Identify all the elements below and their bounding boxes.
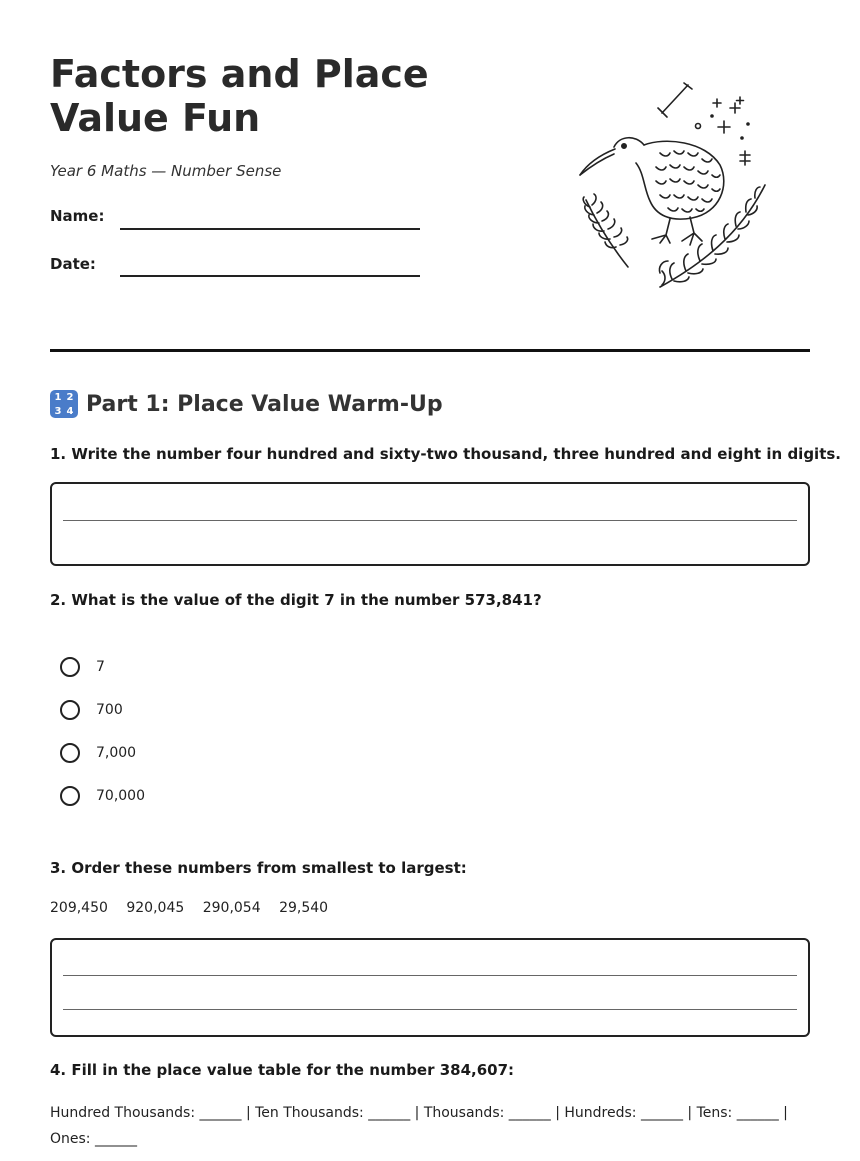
- name-label: Name:: [50, 207, 105, 225]
- numbers-to-order: [50, 900, 342, 916]
- radio-button[interactable]: [60, 700, 80, 720]
- header-divider: [50, 349, 810, 352]
- kiwi-illustration-icon: [570, 75, 780, 295]
- answer-line: [63, 975, 797, 976]
- name-field[interactable]: [120, 228, 420, 230]
- option-70000[interactable]: [60, 783, 145, 809]
- place-value-fill-in[interactable]: Hundred Thousands: ______ | Ten Thousands: ______ | Thousands: ______ | Hundreds: ______ | Tens: ______ | Ones: ______: [50, 1105, 788, 1147]
- option-7[interactable]: [60, 654, 105, 680]
- date-label: Date:: [50, 255, 96, 273]
- question-3: 3. Order these numbers from smallest to largest:: [50, 859, 467, 877]
- option-700[interactable]: [60, 697, 123, 723]
- section-heading-part-1: [50, 388, 443, 420]
- icon-digit: 4: [66, 406, 74, 417]
- answer-line: [63, 1009, 797, 1010]
- question-4: 4. Fill in the place value table for the number 384,607:: [50, 1061, 515, 1079]
- answer-box-q1[interactable]: [50, 482, 810, 566]
- question-1: 1. Write the number four hundred and sixty-two thousand, three hundred and eight in digits.: [50, 445, 841, 463]
- numbers-keycap-icon: [50, 390, 78, 418]
- radio-button[interactable]: [60, 657, 80, 677]
- worksheet-title: Factors and Place Value Fun: [50, 52, 429, 140]
- section-heading-text: Part 1: Place Value Warm-Up: [86, 391, 443, 417]
- icon-digit: 3: [54, 406, 62, 417]
- icon-digit: 2: [66, 392, 74, 403]
- option-label: 700: [96, 702, 123, 718]
- worksheet-subtitle: Year 6 Maths — Number Sense: [50, 162, 282, 180]
- number-item: 209,450: [50, 900, 108, 916]
- answer-box-q3[interactable]: [50, 938, 810, 1037]
- answer-line: [63, 520, 797, 521]
- question-2: 2. What is the value of the digit 7 in the number 573,841?: [50, 591, 542, 609]
- option-label: 70,000: [96, 788, 145, 804]
- icon-digit: 1: [54, 392, 62, 403]
- option-label: 7,000: [96, 745, 137, 761]
- radio-button[interactable]: [60, 786, 80, 806]
- number-item: 29,540: [279, 900, 329, 916]
- date-field[interactable]: [120, 275, 420, 277]
- radio-button[interactable]: [60, 743, 80, 763]
- option-label: 7: [96, 659, 105, 675]
- number-item: 290,054: [202, 900, 261, 916]
- option-7000[interactable]: [60, 740, 136, 766]
- number-item: 920,045: [126, 900, 185, 916]
